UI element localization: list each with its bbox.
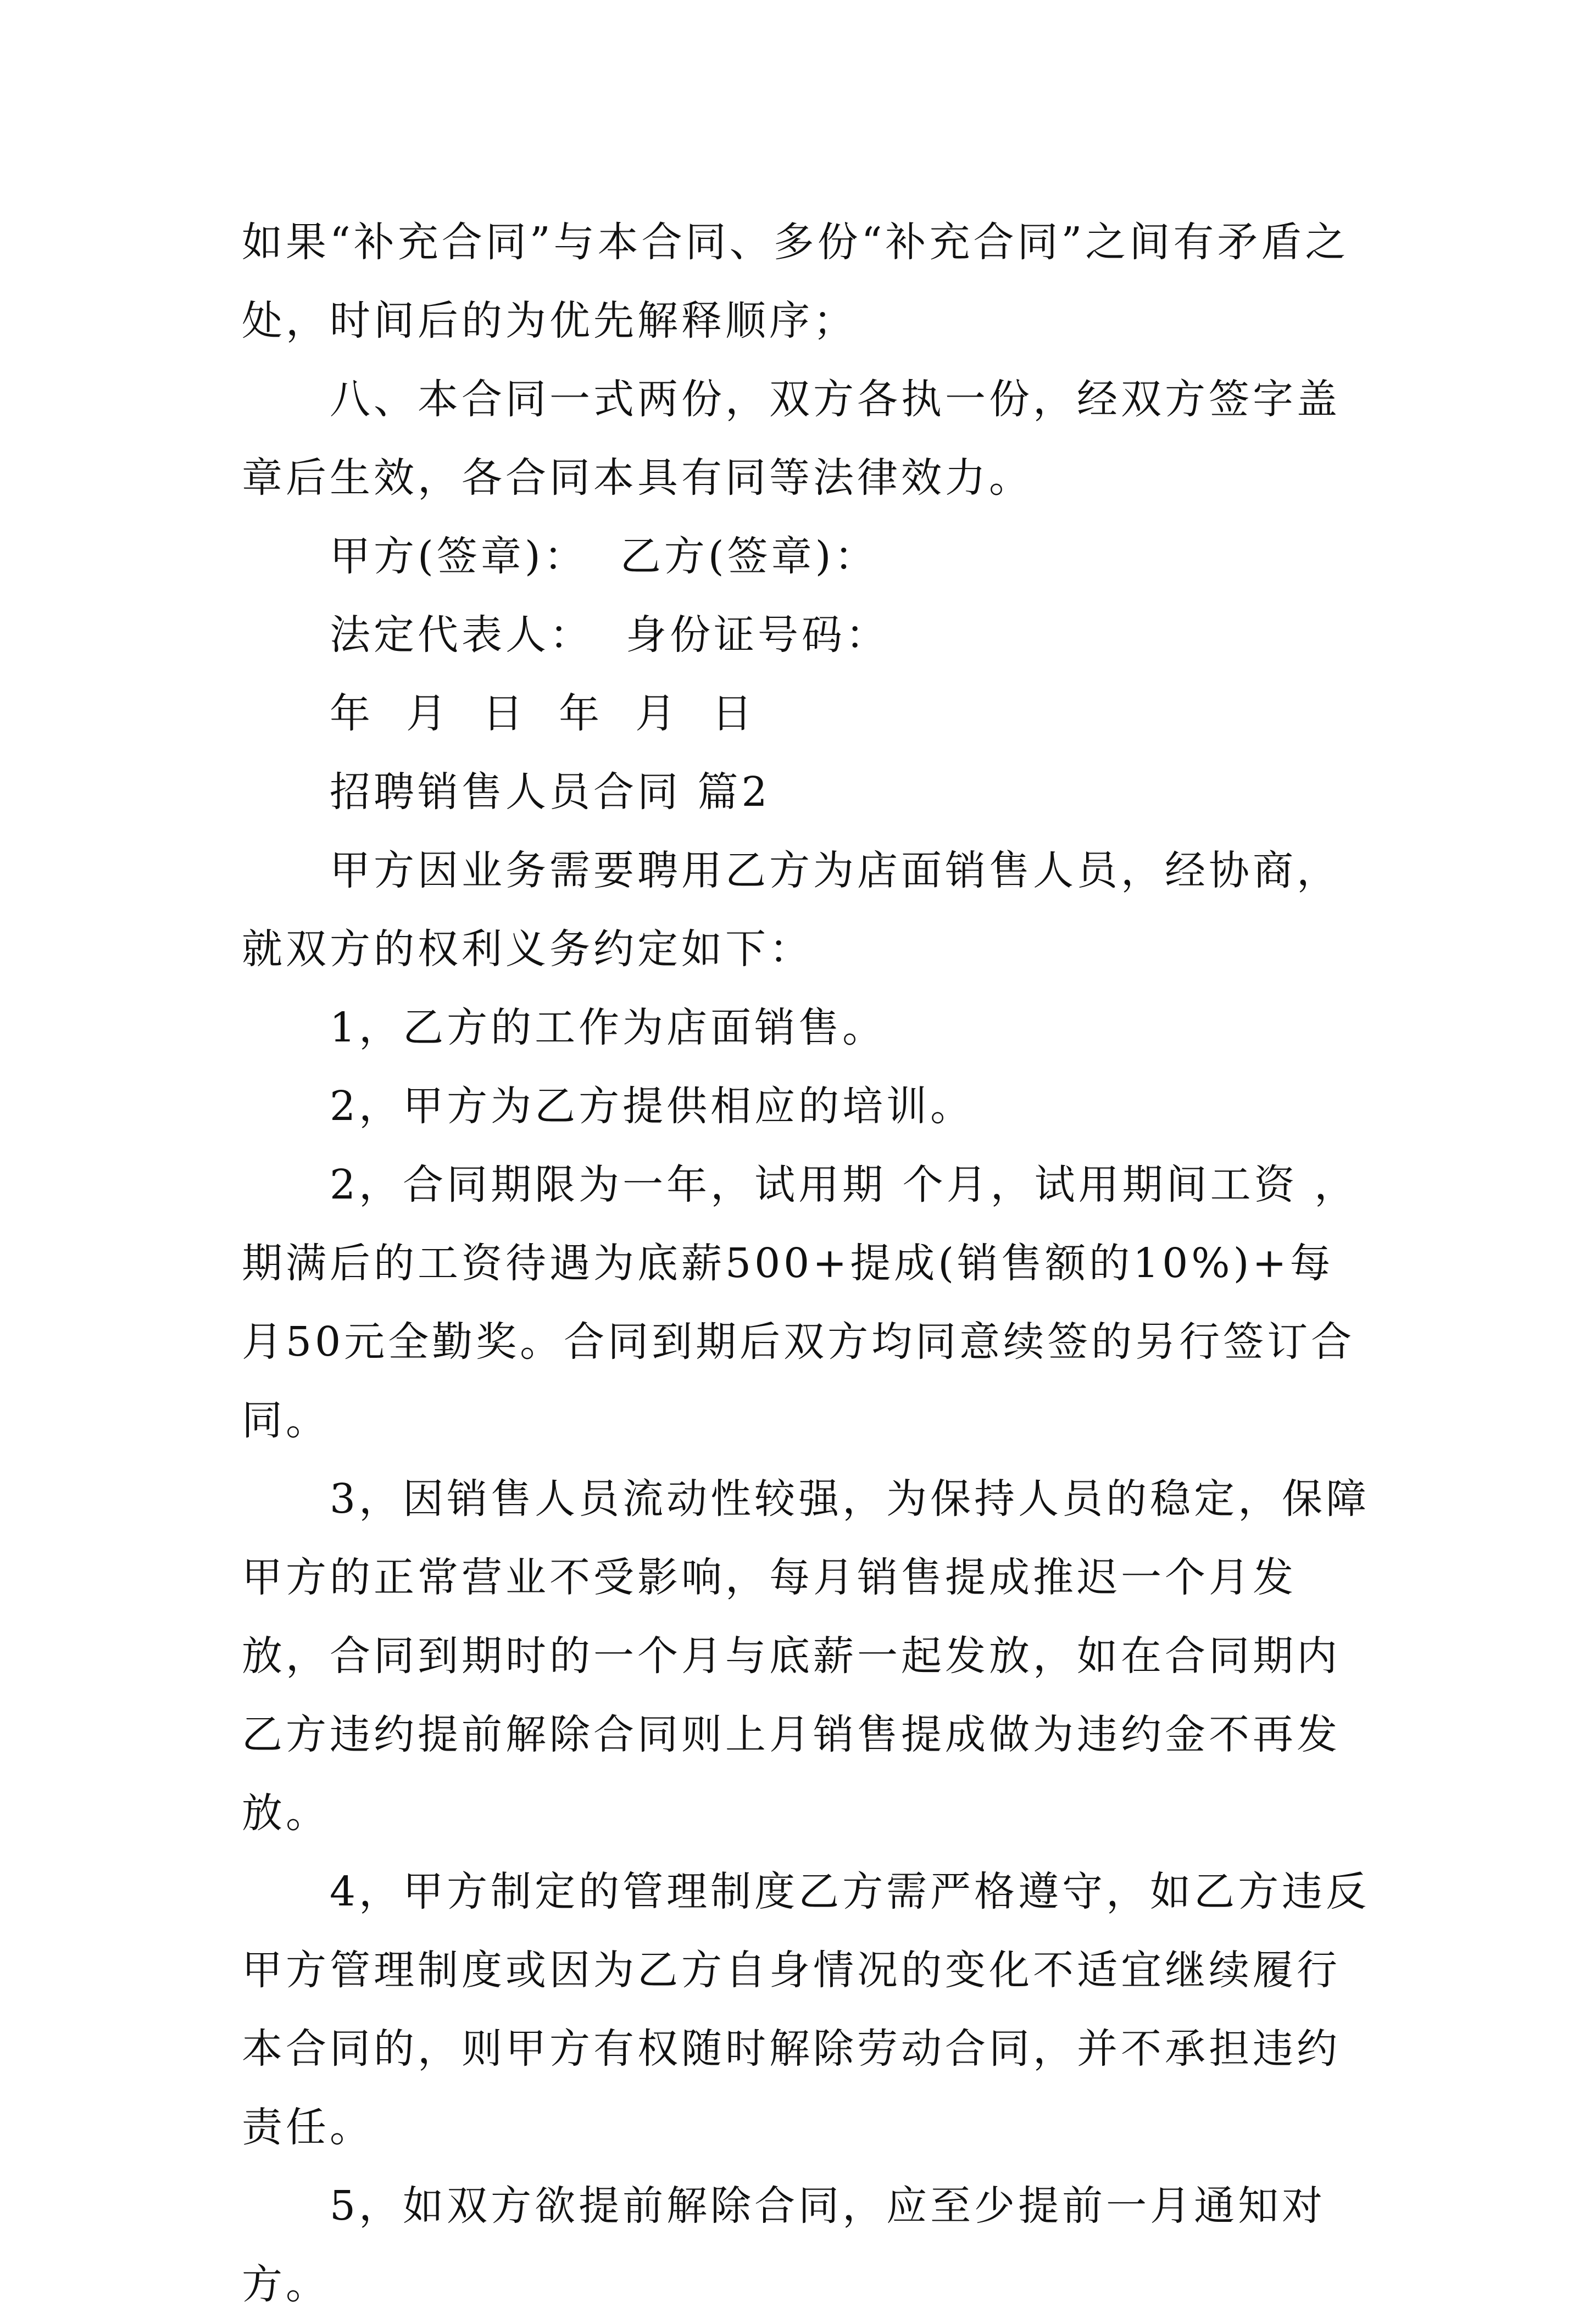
paragraph-item-2b: 2，合同期限为一年，试用期 个月，试用期间工资 ，期满后的工资待遇为底薪500+提成(销售额的10%)+每月50元全勤奖。合同到期后双方均同意续签的另行签订合同。 — [242, 1161, 1359, 1444]
paragraph-item-2a: 2，甲方为乙方提供相应的培训。 — [330, 1083, 975, 1130]
signature-line-representative: 法定代表人： 身份证号码： — [330, 611, 890, 659]
paragraph-supplement-clause: 如果“补充合同”与本合同、多份“补充合同”之间有矛盾之处，时间后的为优先解释顺序； — [242, 219, 1349, 344]
paragraph-item-4: 4，甲方制定的管理制度乙方需严格遵守，如乙方违反甲方管理制度或因为乙方自身情况的变化不适宜继续履行本合同的，则甲方有权随时解除劳动合同，并不承担违约责任。 — [242, 1868, 1370, 2151]
paragraph-item-5: 5，如双方欲提前解除合同，应至少提前一月通知对方。 — [242, 2182, 1326, 2308]
document-body — [242, 203, 1374, 2324]
paragraph-item-1: 1，乙方的工作为店面销售。 — [330, 1004, 887, 1051]
paragraph-item-3: 3，因销售人员流动性较强，为保持人员的稳定，保障甲方的正常营业不受影响，每月销售提成推迟一个月发放，合同到期时的一个月与底薪一起发放，如在合同期内乙方违约提前解除合同则上月销售提成做为违约金不再发放。 — [242, 1475, 1370, 1837]
section-title: 招聘销售人员合同 篇2 — [330, 768, 771, 816]
paragraph-clause-eight: 八、本合同一式两份，双方各执一份，经双方签字盖章后生效，各合同本具有同等法律效力。 — [242, 376, 1341, 501]
paragraph-intro: 甲方因业务需要聘用乙方为店面销售人员，经协商，就双方的权利义务约定如下： — [242, 847, 1341, 973]
signature-line-parties: 甲方(签章)： 乙方(签章)： — [330, 533, 879, 580]
signature-line-date: 年 月 日 年 月 日 — [330, 690, 756, 737]
